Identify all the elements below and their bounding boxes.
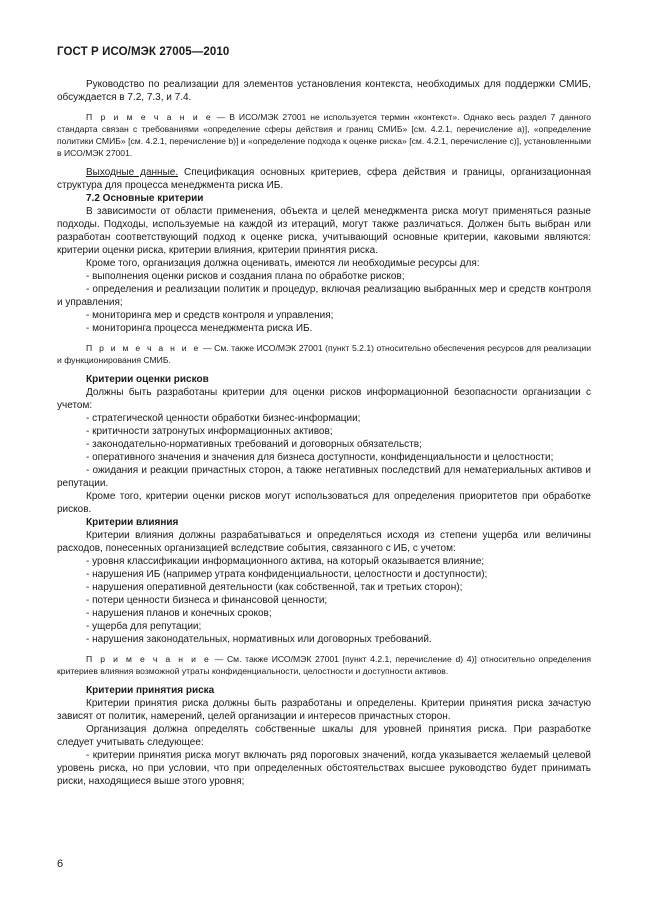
list-item: - законодательно-нормативных требований и договорных обязательств; xyxy=(86,439,422,450)
list-item: - выполнения оценки рисков и создания плана по обработке рисков; xyxy=(86,271,405,282)
paragraph-priorities: Кроме того, критерии оценки рисков могут использоваться для определения приоритетов при обработке рисков. xyxy=(57,491,591,515)
note-label: П р и м е ч а н и е xyxy=(86,654,211,664)
list-item: - стратегической ценности обработки бизнес-информации; xyxy=(86,413,361,424)
note-resources xyxy=(57,342,591,366)
paragraph-evaluation: Должны быть разработаны критерии для оценки рисков информационной безопасности организации с учетом: xyxy=(57,387,591,411)
paragraph-impact: Критерии влияния должны разрабатываться и определяться исходя из степени ущерба или величины расходов, понесенных организацией вследствие события, связанного с ИБ, с учетом: xyxy=(57,530,591,554)
document-header: ГОСТ Р ИСО/МЭК 27005—2010 xyxy=(57,46,230,58)
heading-risk-evaluation-criteria: Критерии оценки рисков xyxy=(86,374,209,385)
list-item: - мониторинга мер и средств контроля и управления; xyxy=(86,310,334,321)
list-item: - нарушения планов и конечных сроков; xyxy=(86,608,272,619)
output-text: Спецификация основных критериев, сфера действия и границы, организационная структура для процесса менеджмента риска ИБ. xyxy=(57,167,591,191)
list-item: - оперативного значения и значения для бизнеса доступности, конфиденциальности и целостности; xyxy=(86,452,554,463)
note-text: — В ИСО/МЭК 27001 не используется термин «контекст». Однако весь раздел 7 данного стандарта связан с требованиями «определение сферы действия и границ СМИБ» [см. 4.2.1, перечисление а)], «определение политики СМИБ» [см. 4.2.1, перечисление b)] и «определение подхода к оценке риска» [см. 4.2.1, перечисление с)], установленными в ИСО/МЭК 27001. xyxy=(57,112,591,158)
note-context xyxy=(57,111,591,159)
list-item: - нарушения ИБ (например утрата конфиденциальности, целостности и доступности); xyxy=(86,569,488,580)
list-item: - нарушения оперативной деятельности (как собственной, так и третьих сторон); xyxy=(86,582,463,593)
heading-impact-criteria: Критерии влияния xyxy=(86,517,179,528)
note-text: — См. также ИСО/МЭК 27001 [пункт 4.2.1, перечисление d) 4)] относительно определения критериев влияния возможной утраты конфиденциальности, целостности и доступности активов. xyxy=(57,654,591,676)
note-label: П р и м е ч а н и е xyxy=(86,112,213,122)
list-item: - мониторинга процесса менеджмента риска ИБ. xyxy=(86,323,313,334)
paragraph-intro: Руководство по реализации для элементов установления контекста, необходимых для поддержки СМИБ, обсуждается в 7.2, 7.3, и 7.4. xyxy=(57,79,591,103)
list-item: - ожидания и реакции причастных сторон, а также негативных последствий для нематериальных активов и репутации. xyxy=(57,465,591,489)
list-item: - потери ценности бизнеса и финансовой ценности; xyxy=(86,595,328,606)
list-item: - критичности затронутых информационных активов; xyxy=(86,426,333,437)
page-number: 6 xyxy=(57,858,64,870)
paragraph-resources: Кроме того, организация должна оценивать, имеются ли необходимые ресурсы для: xyxy=(86,258,480,269)
list-item: - уровня классификации информационного актива, на который оказывается влияние; xyxy=(86,556,485,567)
note-impact xyxy=(57,653,591,677)
paragraph-acceptance: Критерии принятия риска должны быть разработаны и определены. Критерии принятия риска зачастую зависят от политик, намерений, целей организации и интересов причастных сторон. xyxy=(57,698,591,722)
document-body xyxy=(57,78,591,788)
section-heading-7-2: 7.2 Основные критерии xyxy=(86,193,204,204)
paragraph-output xyxy=(57,166,591,192)
paragraph-scales: Организация должна определять собственные шкалы для уровней принятия риска. При разработке следует учитывать следующее: xyxy=(57,724,591,748)
paragraph-thresholds: - критерии принятия риска могут включать ряд пороговых значений, когда указывается желаемый целевой уровень риска, но при условии, что при определенных обстоятельствах высшее руководство будет принимать риски, находящиеся выше этого уровня; xyxy=(57,750,591,787)
note-label: П р и м е ч а н и е xyxy=(86,343,201,353)
list-item: - нарушения законодательных, нормативных или договорных требований. xyxy=(86,634,432,645)
list-item: - ущерба для репутации; xyxy=(86,621,202,632)
list-item: - определения и реализации политик и процедур, включая реализацию выбранных мер и средств контроля и управления; xyxy=(57,284,591,308)
heading-risk-acceptance-criteria: Критерии принятия риска xyxy=(86,685,215,696)
output-label: Выходные данные. xyxy=(86,167,179,178)
paragraph-approaches: В зависимости от области применения, объекта и целей менеджмента риска могут применяться разные подходы. Подходы, используемые на каждой из итераций, могут также различаться. Должен быть выбран или разработан соответствующий подход к оценке риска, учитывающий основные критерии, каковыми являются: критерии оценки риска, критерии влияния, критерии принятия риска. xyxy=(57,206,591,256)
note-text: — См. также ИСО/МЭК 27001 (пункт 5.2.1) относительно обеспечения ресурсов для реализации и функционирования СМИБ. xyxy=(57,343,591,365)
